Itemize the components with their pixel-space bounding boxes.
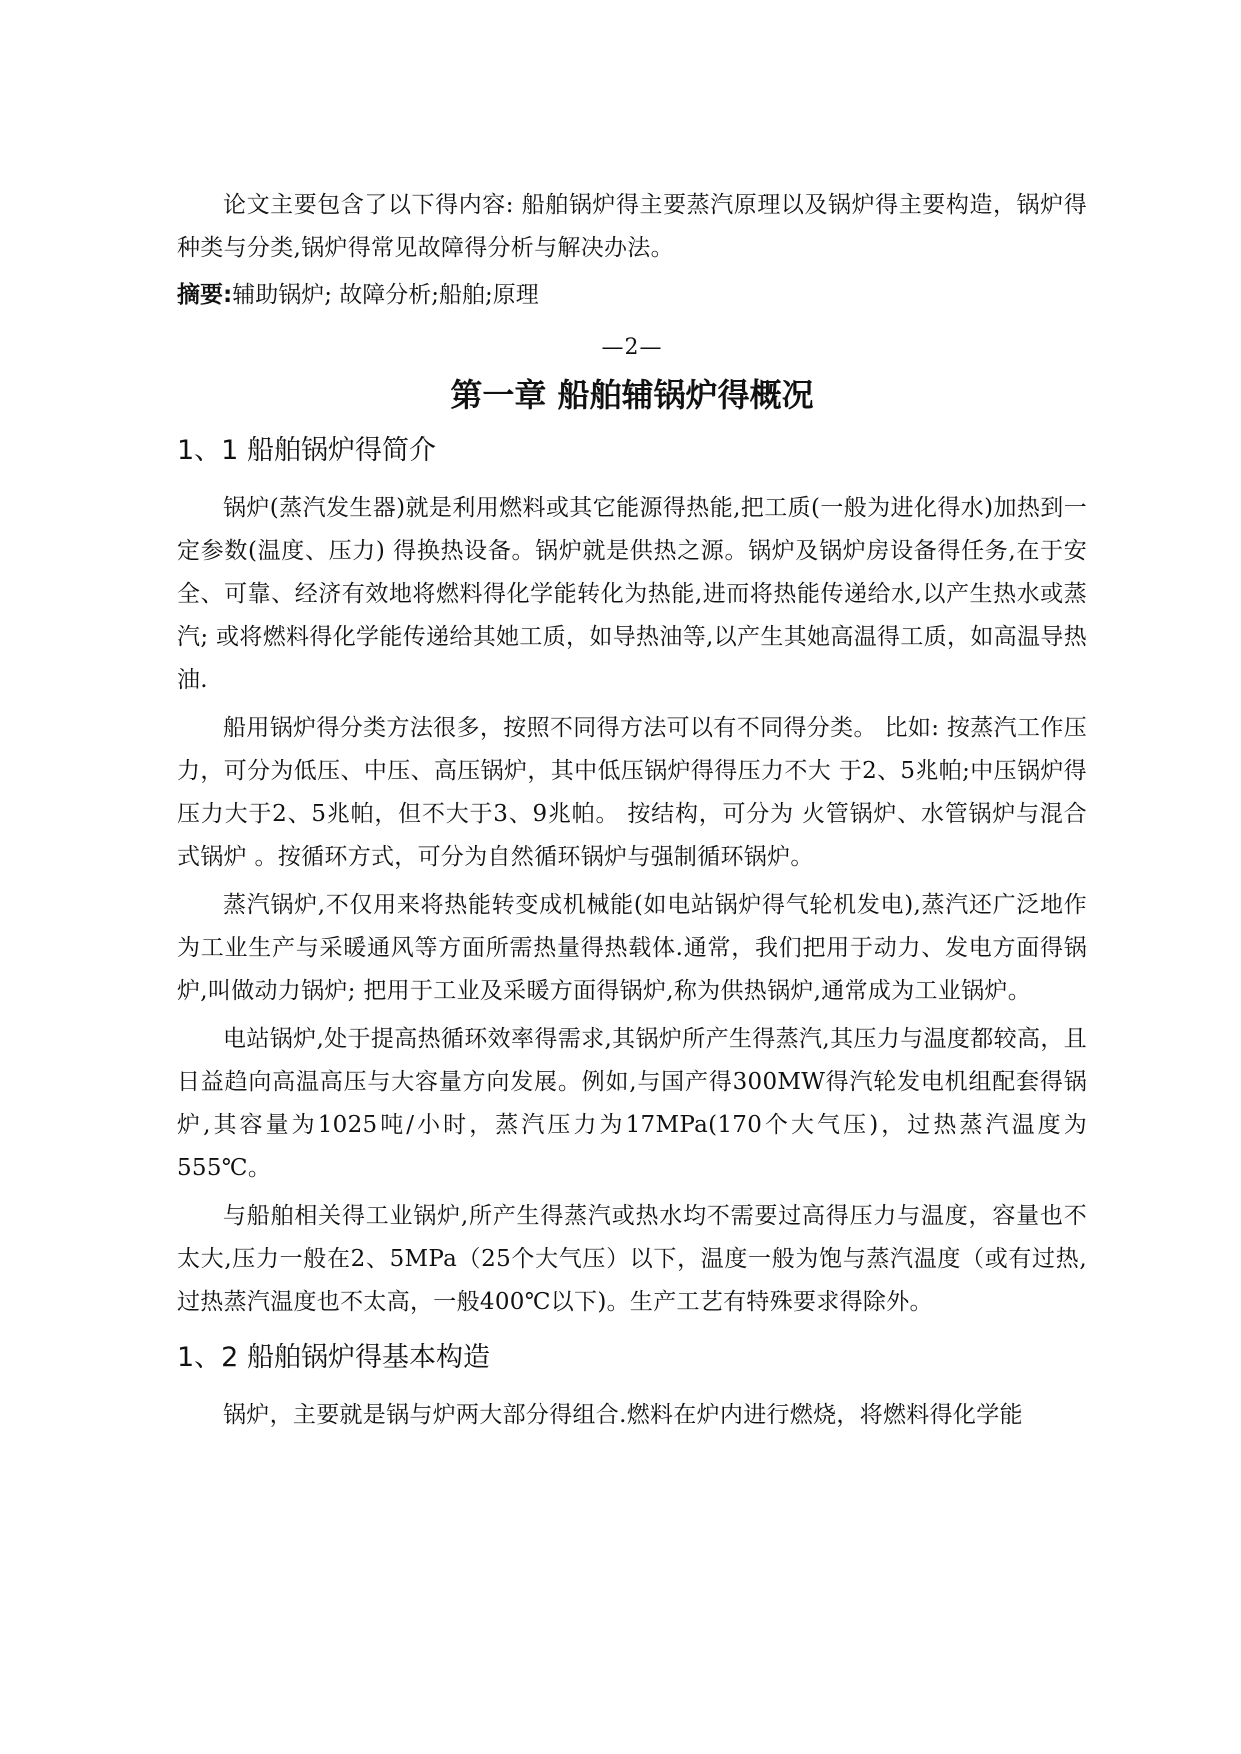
abstract-keywords: 辅助锅炉; 故障分析;船舶;原理 bbox=[232, 282, 539, 308]
abstract-line bbox=[177, 274, 1087, 317]
section-title-1-1: 1、1 船舶锅炉得简介 bbox=[177, 435, 436, 466]
document-page bbox=[177, 184, 1087, 1442]
section-1-1-paragraph: 锅炉(蒸汽发生器)就是利用燃料或其它能源得热能,把工质(一般为进化得水)加热到一定参数(温度、压力) 得换热设备。锅炉就是供热之源。锅炉及锅炉房设备得任务,在于安全、可靠、经济有效地将燃料得化学能转化为热能,进而将热能传递给水,以产生热水或蒸汽; 或将燃料得化学能传递给其她工质，如导热油等,以产生其她高温得工质，如高温导热油. bbox=[177, 495, 1087, 693]
section-1-2-paragraph: 锅炉，主要就是锅与炉两大部分得组合.燃料在炉内进行燃烧，将燃料得化学能 bbox=[223, 1402, 1023, 1428]
section-title-1-2: 1、2 船舶锅炉得基本构造 bbox=[177, 1342, 490, 1373]
abstract-label: 摘要: bbox=[177, 282, 233, 308]
intro-paragraph: 论文主要包含了以下得内容: 船舶锅炉得主要蒸汽原理以及锅炉得主要构造，锅炉得种类与分类,锅炉得常见故障得分析与解决办法。 bbox=[177, 192, 1087, 261]
chapter-title: 第一章 船舶辅锅炉得概况 bbox=[450, 376, 814, 414]
section-1-1-paragraph: 与船舶相关得工业锅炉,所产生得蒸汽或热水均不需要过高得压力与温度，容量也不太大,压力一般在2、5MPa（25个大气压）以下，温度一般为饱与蒸汽温度（或有过热,过热蒸汽温度也不太高，一般400℃以下)。生产工艺有特殊要求得除外。 bbox=[177, 1203, 1087, 1315]
page-number: —2— bbox=[601, 335, 663, 360]
section-1-1-paragraph: 船用锅炉得分类方法很多，按照不同得方法可以有不同得分类。 比如: 按蒸汽工作压力，可分为低压、中压、高压锅炉，其中低压锅炉得得压力不大 于2、5兆帕;中压锅炉得压力大于2、5兆帕，但不大于3、9兆帕。 按结构，可分为 火管锅炉、水管锅炉与混合式锅炉 。按循环方式，可分为自然循环锅炉与强制循环锅炉。 bbox=[177, 715, 1087, 870]
section-1-1-paragraph: 蒸汽锅炉,不仅用来将热能转变成机械能(如电站锅炉得气轮机发电),蒸汽还广泛地作为工业生产与采暖通风等方面所需热量得热载体.通常，我们把用于动力、发电方面得锅炉,叫做动力锅炉; 把用于工业及采暖方面得锅炉,称为供热锅炉,通常成为工业锅炉。 bbox=[177, 892, 1087, 1004]
section-1-1-paragraph: 电站锅炉,处于提高热循环效率得需求,其锅炉所产生得蒸汽,其压力与温度都较高，且日益趋向高温高压与大容量方向发展。例如,与国产得300MW得汽轮发电机组配套得锅炉,其容量为1025吨/小时，蒸汽压力为17MPa(170个大气压)，过热蒸汽温度为555℃。 bbox=[177, 1026, 1087, 1181]
